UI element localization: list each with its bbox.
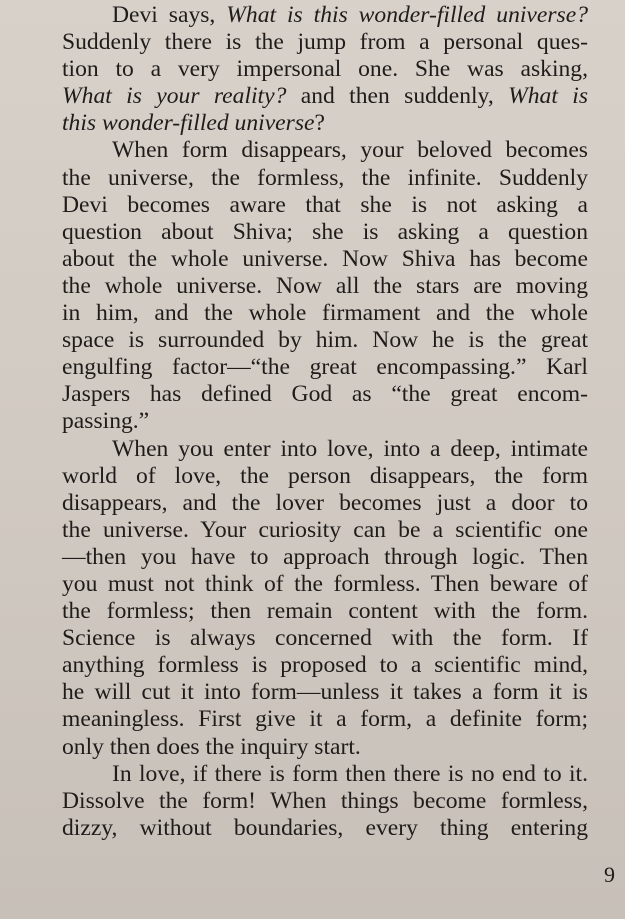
text-line xyxy=(62,137,588,164)
italic-text: What is xyxy=(508,83,588,110)
text-line xyxy=(62,517,588,544)
text-run: When form disappears, your beloved becomes xyxy=(112,137,588,164)
paragraph xyxy=(62,2,588,137)
text-run: in him, and the whole firmament and the whole xyxy=(62,300,588,327)
paragraph xyxy=(62,761,588,842)
text-run: question about Shiva; she is asking a question xyxy=(62,218,588,245)
text-run: the whole universe. Now all the stars are moving xyxy=(62,272,588,299)
paragraph xyxy=(62,137,588,435)
text-run: the universe. Your curiosity can be a scientific one xyxy=(62,516,588,543)
text-line xyxy=(62,327,588,354)
text-run: In love, if there is form then there is no end to it. xyxy=(112,760,588,787)
text-line xyxy=(62,679,588,706)
text-line xyxy=(62,2,588,29)
paragraph xyxy=(62,436,588,761)
text-line xyxy=(62,300,588,327)
text-run: you must not think of the formless. Then beware of xyxy=(62,570,588,597)
italic-text: What is this wonder-filled universe? xyxy=(226,2,588,28)
page-number: 9 xyxy=(604,862,615,887)
text-line xyxy=(62,761,588,788)
text-run: Dissolve the form! When things become formless, xyxy=(62,787,588,814)
text-line xyxy=(62,192,588,219)
text-line xyxy=(62,56,588,83)
text-run: disappears, and the lover becomes just a door to xyxy=(62,489,588,516)
text-line xyxy=(62,788,588,815)
text-line xyxy=(62,381,588,408)
italic-text: What is your reality? xyxy=(62,83,287,110)
text-line xyxy=(62,598,588,625)
text-line xyxy=(62,436,588,463)
italic-text: this wonder-filled universe xyxy=(62,110,315,137)
text-run: ? xyxy=(314,110,325,137)
text-line xyxy=(62,110,588,137)
text-line xyxy=(62,490,588,517)
text-line xyxy=(62,815,588,842)
text-run: —then you have to approach through logic. Then xyxy=(62,543,588,570)
text-run: only then does the inquiry start. xyxy=(62,733,361,760)
text-line xyxy=(62,571,588,598)
text-run: he will cut it into form—unless it takes a form it is xyxy=(62,679,588,706)
text-run: world of love, the person disappears, the form xyxy=(62,462,588,489)
text-line xyxy=(62,625,588,652)
text-run: Devi becomes aware that she is not asking a xyxy=(62,191,588,218)
text-line xyxy=(62,463,588,490)
text-line xyxy=(62,734,588,761)
text-run: Science is always concerned with the form. If xyxy=(62,625,588,652)
text-run: Devi says, xyxy=(112,2,227,28)
text-line xyxy=(62,273,588,300)
text-run: the formless; then remain content with the form. xyxy=(62,598,588,625)
text-run: passing.” xyxy=(62,408,150,435)
text-line xyxy=(62,219,588,246)
text-line xyxy=(62,165,588,192)
text-run: meaningless. First give it a form, a definite form; xyxy=(62,706,588,733)
text-line xyxy=(62,246,588,273)
text-line xyxy=(62,408,588,435)
text-line xyxy=(62,354,588,381)
text-line xyxy=(62,706,588,733)
text-line xyxy=(62,652,588,679)
text-line xyxy=(62,544,588,571)
text-run: and then suddenly, xyxy=(286,83,509,110)
text-run: the universe, the formless, the infinite. Suddenly xyxy=(62,164,588,191)
text-run: Suddenly there is the jump from a personal ques- xyxy=(62,29,588,56)
text-run: When you enter into love, into a deep, intimate xyxy=(112,435,588,462)
text-run: anything formless is proposed to a scientific mind, xyxy=(62,652,588,679)
text-run: Jaspers has defined God as “the great encom- xyxy=(62,381,588,408)
text-run: tion to a very impersonal one. She was asking, xyxy=(62,56,588,83)
text-run: engulfing factor—“the great encompassing.” Karl xyxy=(62,354,588,381)
text-line xyxy=(62,29,588,56)
text-run: dizzy, without boundaries, every thing entering xyxy=(62,814,588,841)
text-line xyxy=(62,83,588,110)
text-run: space is surrounded by him. Now he is the great xyxy=(62,327,588,354)
body-text xyxy=(62,2,588,842)
text-run: about the whole universe. Now Shiva has become xyxy=(62,245,588,272)
